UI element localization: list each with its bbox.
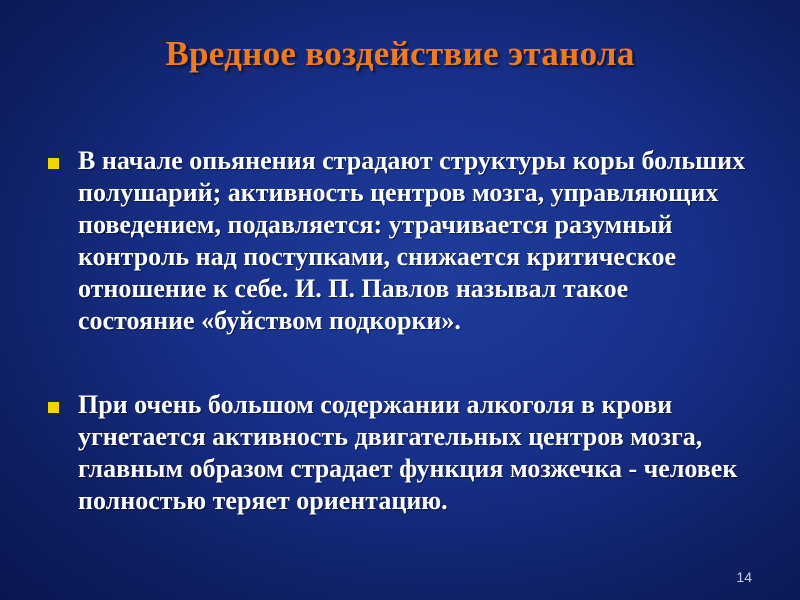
- square-bullet-icon: [48, 402, 59, 413]
- bullet-text: При очень большом содержании алкоголя в крови угнетается активность двигательных центров мозга, главным образом страдает функция мозжечка - человек полностью теряет ориентацию.: [78, 390, 738, 515]
- square-bullet-icon: [48, 158, 59, 169]
- bullet-text: В начале опьянения страдают структуры коры больших полушарий; активность центров мозга, управляющих поведением, подавляется: утрачивается разумный контроль над поступками, снижается критическое отношение к себе. И. П. Павлов называл такое состояние «буйством подкорки».: [78, 146, 746, 335]
- slide-title: Вредное воздействие этанола: [165, 34, 635, 73]
- slide-number: 14: [736, 569, 752, 585]
- bullet-item: [48, 389, 748, 517]
- bullet-item: [48, 145, 748, 337]
- bullet-list: [48, 145, 748, 517]
